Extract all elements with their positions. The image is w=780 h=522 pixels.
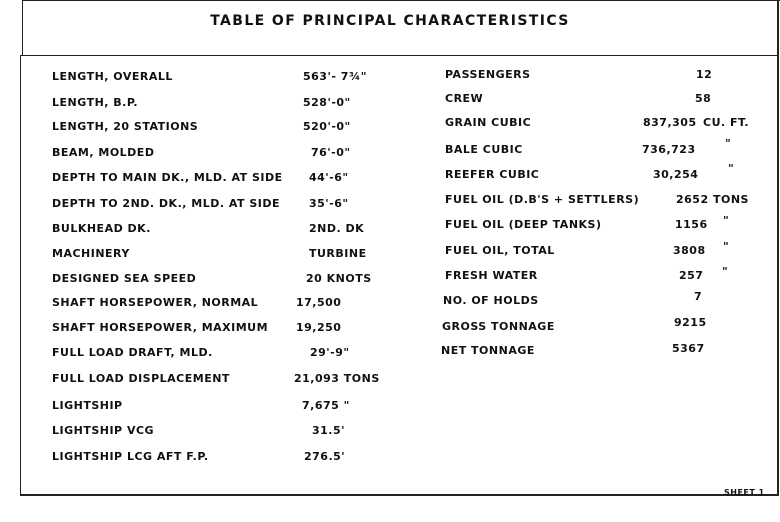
table-title: TABLE OF PRINCIPAL CHARACTERISTICS bbox=[210, 13, 570, 29]
row-value: 30,254 bbox=[653, 168, 699, 181]
row-value: 44'-6" bbox=[309, 171, 349, 184]
row-label: LIGHTSHIP LCG AFT F.P. bbox=[52, 450, 209, 463]
row-value: 736,723 bbox=[642, 143, 696, 156]
row-label: BEAM, MOLDED bbox=[52, 146, 155, 159]
row-value: 3808 bbox=[673, 244, 706, 257]
row-label: REEFER CUBIC bbox=[445, 168, 540, 181]
row-value: 2ND. DK bbox=[309, 222, 365, 235]
row-value: 17,500 bbox=[296, 296, 342, 309]
row-label: BULKHEAD DK. bbox=[52, 222, 151, 235]
frame-bottom-line bbox=[20, 494, 779, 496]
row-label: FRESH WATER bbox=[445, 269, 538, 282]
row-label: MACHINERY bbox=[52, 247, 130, 260]
row-label: DESIGNED SEA SPEED bbox=[52, 272, 197, 285]
row-unit: " bbox=[723, 214, 730, 227]
row-value: 29'-9" bbox=[310, 346, 350, 359]
row-value: 7,675 " bbox=[302, 399, 350, 412]
row-label: LIGHTSHIP VCG bbox=[52, 424, 155, 437]
row-value: 35'-6" bbox=[309, 197, 349, 210]
row-label: FULL LOAD DISPLACEMENT bbox=[52, 372, 230, 385]
row-unit: " bbox=[728, 162, 735, 175]
frame-top-line bbox=[22, 0, 780, 1]
row-label: DEPTH TO 2ND. DK., MLD. AT SIDE bbox=[52, 197, 281, 210]
row-value: 2652 bbox=[676, 193, 709, 206]
row-label: CREW bbox=[445, 92, 484, 105]
row-label: DEPTH TO MAIN DK., MLD. AT SIDE bbox=[52, 171, 283, 184]
row-label: NO. OF HOLDS bbox=[443, 294, 539, 307]
title-divider bbox=[20, 55, 779, 56]
row-label: FUEL OIL (D.B'S + SETTLERS) bbox=[445, 193, 640, 206]
row-value: 528'-0" bbox=[303, 96, 351, 109]
row-value: 21,093 TONS bbox=[294, 372, 380, 385]
row-label: LIGHTSHIP bbox=[52, 399, 123, 412]
row-label: SHAFT HORSEPOWER, NORMAL bbox=[52, 296, 259, 309]
row-value: 20 KNOTS bbox=[306, 272, 372, 285]
row-value: 563'- 7¾" bbox=[303, 70, 367, 83]
row-label: PASSENGERS bbox=[445, 68, 531, 81]
row-label: SHAFT HORSEPOWER, MAXIMUM bbox=[52, 321, 269, 334]
row-label: FUEL OIL, TOTAL bbox=[445, 244, 555, 257]
frame-right-line bbox=[777, 0, 779, 496]
row-label: GRAIN CUBIC bbox=[445, 116, 532, 129]
sheet-label: SHEET 1 bbox=[724, 488, 765, 497]
row-value: 58 bbox=[695, 92, 712, 105]
row-label: BALE CUBIC bbox=[445, 143, 523, 156]
row-value: TURBINE bbox=[309, 247, 367, 260]
row-unit: TONS bbox=[713, 193, 749, 206]
row-unit: " bbox=[725, 137, 732, 150]
row-label: LENGTH, OVERALL bbox=[52, 70, 173, 83]
row-label: LENGTH, B.P. bbox=[52, 96, 139, 109]
row-value: 12 bbox=[696, 68, 713, 81]
row-value: 31.5' bbox=[312, 424, 346, 437]
row-value: 19,250 bbox=[296, 321, 342, 334]
row-value: 520'-0" bbox=[303, 120, 351, 133]
row-value: 9215 bbox=[674, 316, 707, 329]
row-value: 5367 bbox=[672, 342, 705, 355]
row-label: NET TONNAGE bbox=[441, 344, 535, 357]
row-label: FULL LOAD DRAFT, MLD. bbox=[52, 346, 213, 359]
row-unit: CU. FT. bbox=[703, 116, 750, 129]
row-unit: " bbox=[722, 265, 729, 278]
row-label: FUEL OIL (DEEP TANKS) bbox=[445, 218, 602, 231]
frame-left-line-lower bbox=[20, 56, 21, 496]
row-value: 1156 bbox=[675, 218, 708, 231]
row-value: 276.5' bbox=[304, 450, 346, 463]
row-value: 257 bbox=[679, 269, 704, 282]
row-value: 76'-0" bbox=[311, 146, 351, 159]
row-value: 837,305 bbox=[643, 116, 697, 129]
row-label: GROSS TONNAGE bbox=[442, 320, 555, 333]
row-unit: " bbox=[723, 240, 730, 253]
row-value: 7 bbox=[694, 290, 703, 303]
row-label: LENGTH, 20 STATIONS bbox=[52, 120, 199, 133]
